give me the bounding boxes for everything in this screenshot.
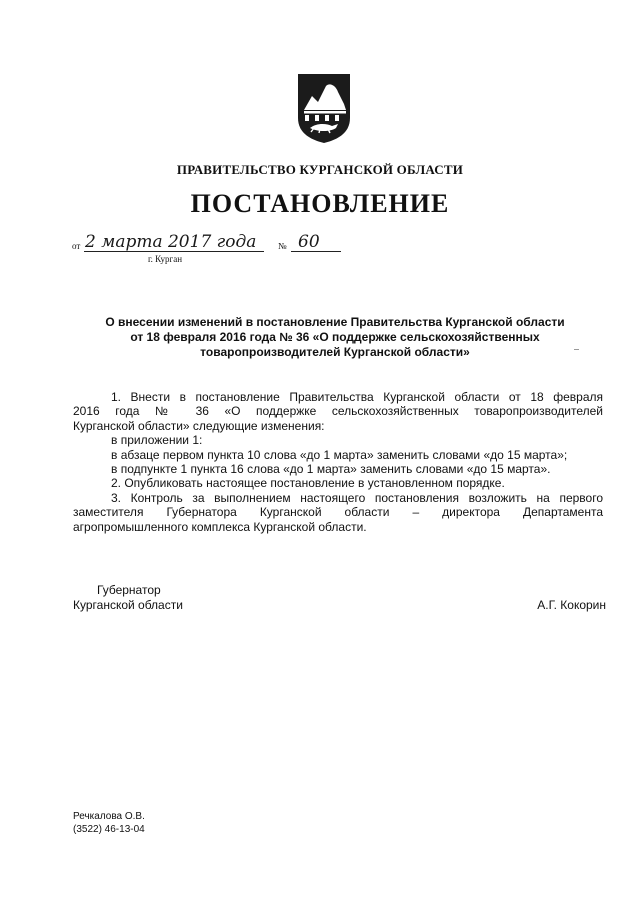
paragraph-3-line: агропромышленного комплекса Курганской области. — [73, 519, 367, 534]
paragraph-2: 2. Опубликовать настоящее постановление в установленном порядке. — [111, 476, 505, 491]
paragraph-1-line: 1. Внести в постановление Правительства Курганской области от 18 февраля — [111, 390, 603, 404]
kurgan-coat-of-arms-icon — [296, 72, 352, 144]
handwritten-date: 2 марта 2017 года — [85, 232, 257, 252]
document-title — [70, 315, 600, 360]
paragraph-1-line: Курганской области» следующие изменения: — [73, 418, 325, 433]
title-line: от 18 февраля 2016 года № 36 «О поддержке сельскохозяйственных — [130, 330, 540, 344]
paragraph-3-line: 3. Контроль за выполнением настоящего постановления возложить на первого — [111, 490, 603, 505]
handwritten-number: 60 — [298, 232, 320, 252]
date-from-label: от — [72, 241, 81, 251]
executor-name: Речкалова О.В. — [73, 811, 145, 822]
document-type: ПОСТАНОВЛЕНИЕ — [190, 189, 450, 218]
number-label: № — [278, 241, 287, 251]
number-underline — [291, 251, 341, 252]
government-name: ПРАВИТЕЛЬСТВО КУРГАНСКОЙ ОБЛАСТИ — [176, 162, 464, 177]
change-item-2: в подпункте 1 пункта 16 слова «до 1 марта» заменить словами «до 15 марта». — [111, 462, 551, 477]
executor-phone: (3522) 46-13-04 — [73, 824, 145, 835]
date-number-line — [72, 234, 362, 268]
change-item-1: в абзаце первом пункта 10 слова «до 1 марта» заменить словами «до 15 марта»; — [111, 447, 568, 462]
signatory-name: А.Г. Кокорин — [537, 598, 606, 612]
scan-mark — [574, 349, 579, 350]
appendix-line: в приложении 1: — [111, 433, 203, 448]
city-label: г. Курган — [148, 254, 183, 264]
paragraph-3-line: заместителя Губернатора Курганской области – директора Департамента — [73, 505, 603, 520]
date-underline — [84, 251, 264, 252]
position-line: Губернатор — [97, 583, 161, 597]
executor-contact — [73, 810, 145, 836]
signatory-position — [73, 583, 183, 612]
paragraph-1-line: 2016 года № 36 «О поддержке сельскохозяйственных товаропроизводителей — [73, 404, 603, 419]
title-line: О внесении изменений в постановление Правительства Курганской области — [105, 315, 565, 329]
position-line: Курганской области — [73, 597, 183, 612]
document-body — [73, 390, 603, 534]
title-line: товаропроизводителей Курганской области» — [200, 345, 470, 359]
